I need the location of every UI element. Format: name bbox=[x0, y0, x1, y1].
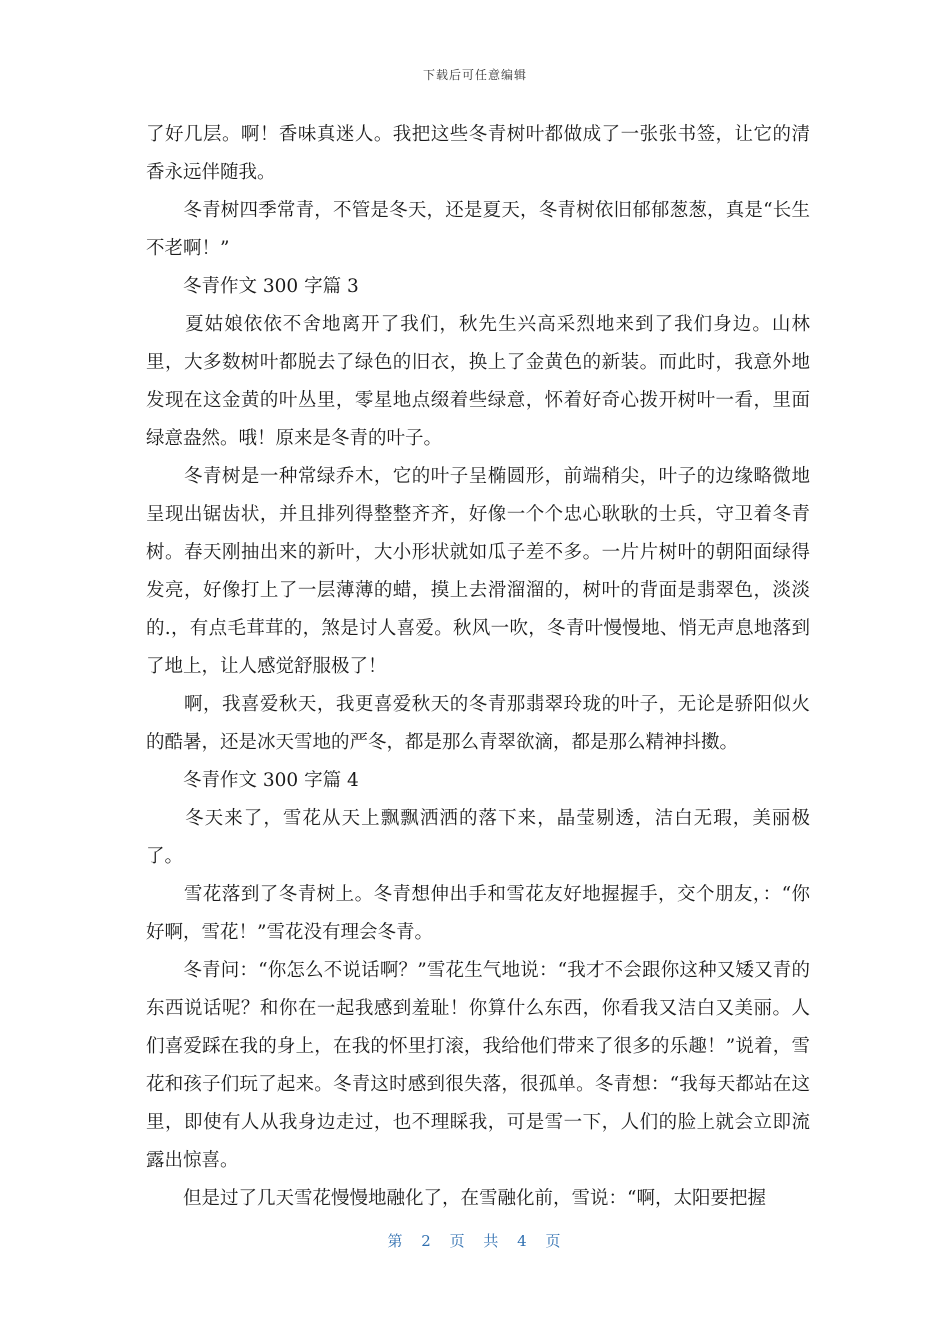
paragraph: 冬天来了，雪花从天上飘飘洒洒的落下来，晶莹剔透，洁白无瑕，美丽极了。 bbox=[146, 808, 810, 867]
paragraph: 雪花落到了冬青树上。冬青想伸出手和雪花友好地握握手，交个朋友，：“你好啊，雪花！”雪花没有理会冬青。 bbox=[146, 884, 810, 943]
paragraph: 冬青问：“你怎么不说话啊？”雪花生气地说：“我才不会跟你这种又矮又青的东西说话呢？和你在一起我感到羞耻！你算什么东西，你看我又洁白又美丽。人们喜爱踩在我的身上，在我的怀里打滚，我给他们带来了很多的乐趣！”说着，雪花和孩子们玩了起来。冬青这时感到很失落，很孤单。冬青想：“我每天都站在这里，即使有人从我身边走过，也不理睬我，可是雪一下，人们的脸上就会立即流露出惊喜。 bbox=[146, 960, 810, 1171]
document-body bbox=[146, 116, 810, 1218]
paragraph: 啊，我喜爱秋天，我更喜爱秋天的冬青那翡翠玲珑的叶子，无论是骄阳似火的酷暑，还是冰天雪地的严冬，都是那么青翠欲滴，都是那么精神抖擞。 bbox=[146, 694, 810, 753]
section-heading: 冬青作文 300 字篇 4 bbox=[146, 770, 359, 791]
paragraph: 了好几层。啊！香味真迷人。我把这些冬青树叶都做成了一张张书签，让它的清香永远伴随我。 bbox=[146, 124, 810, 183]
paragraph: 冬青树是一种常绿乔木，它的叶子呈椭圆形，前端稍尖，叶子的边缘略微地呈现出锯齿状，并且排列得整整齐齐，好像一个个忠心耿耿的士兵，守卫着冬青树。春天刚抽出来的新叶，大小形状就如瓜子差不多。一片片树叶的朝阳面绿得发亮，好像打上了一层薄薄的蜡，摸上去滑溜溜的，树叶的背面是翡翠色，淡淡的.，有点毛茸茸的，煞是讨人喜爱。秋风一吹，冬青叶慢慢地、悄无声息地落到了地上，让人感觉舒服极了！ bbox=[146, 466, 810, 677]
paragraph: 夏姑娘依依不舍地离开了我们，秋先生兴高采烈地来到了我们身边。山林里，大多数树叶都脱去了绿色的旧衣，换上了金黄色的新装。而此时，我意外地发现在这金黄的叶丛里，零星地点缀着些绿意，怀着好奇心拨开树叶一看，里面绿意盎然。哦！原来是冬青的叶子。 bbox=[146, 314, 810, 449]
section-heading: 冬青作文 300 字篇 3 bbox=[146, 276, 359, 297]
paragraph: 但是过了几天雪花慢慢地融化了，在雪融化前，雪说：“啊，太阳要把握 bbox=[146, 1188, 766, 1209]
paragraph: 冬青树四季常青，不管是冬天，还是夏天，冬青树依旧郁郁葱葱，真是“长生不老啊！” bbox=[146, 200, 810, 259]
page-number-footer: 第 2 页 共 4 页 bbox=[387, 1232, 563, 1250]
page-header: 下载后可任意编辑 bbox=[422, 68, 527, 82]
